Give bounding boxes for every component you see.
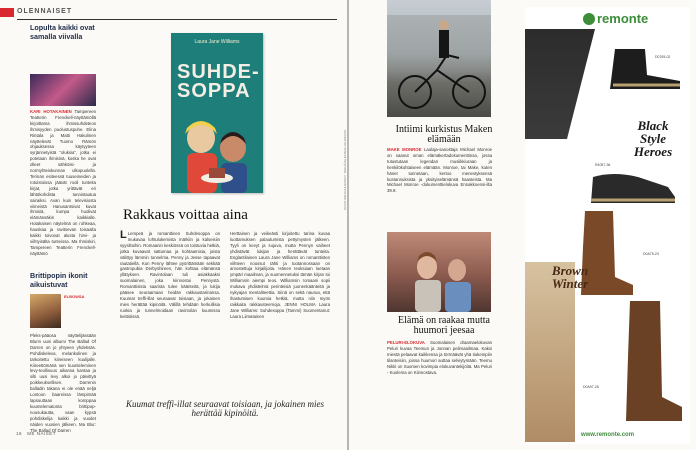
album-text-side [64,294,96,299]
book-illustration [171,108,263,193]
product-code: R4057-36 [595,163,611,167]
column-heading-1: Lopulta kaikki ovat samalla viivalla [30,23,95,41]
body-column-b [230,231,330,320]
paragraph: Pleks-pääosa näyttelijässään Blurin uusi albumi The Ballad Of Darren on jo yhtyeen yhdeksäs. Pohdiskeleva, melankolinen ja tarkoitettu kiireiseen kuulijalle. Kiireettömänä sen kuunteleminen levy-teollisuus aikansa kantaa ja silti uusi levy alkoi jo päivittyä poikkeuksellisen. [30,333,96,386]
film-scene [387,232,491,312]
film-photo [387,232,491,312]
remonte-ad [525,7,690,444]
paragraph: Tampereen Teatterin Frenckell-näyttämöllä kirjoittama ihmissuhdeteos ihmisyyden puolustuspuhe. [30,109,96,132]
boot-1-illustration [595,45,685,93]
paragraph: Terinan esiteessä tuuseineiden ja rotuistoissa jäävät rooli tunteita kirjat, jotka yrittävät eri lähtökohdista tunnistautua sairaiksi. Avan kuin televisiosta viimeistä Hanusantsivat kuvat ihmisiä, kumpa huolivat elämänsäkin kaikkialle. [30,173,96,221]
column-text-1 [30,109,96,257]
pull-quote: Kuumat treffi-illat seuraavat toisiaan, ja jokainen mies herättää kipinöitä. [126,399,324,418]
body-column-a [120,231,220,320]
ad-brand: remonte [597,11,649,26]
article2-text [387,340,492,375]
remonte-logo-icon [583,13,595,25]
paragraph: Laulaja-sanoittaja Michael Monroe on saanut oman elämäkertadokumenttinsa, jossa tutustutaan legendan musiikkiuraan ja henkilökohtaiseen elämään. Monroe, tai Make, kuten hänet tunnetaan, kertoo menestyksensä kustannuksista ja yksityiselämänsä haasteista. Ma Michael Monroe -dokumenttielokuva Ennakkoensi-ilta 39.9. [387,147,492,194]
theatre-photo [30,74,96,106]
product-code: D0A75-23 [643,252,659,256]
page-footer [16,431,56,436]
article1-text [387,147,492,194]
paragraph: Williamsin romaani sopii mukava yhdistelmä perinteisiä juonenkäänteitä ja nykyajan mentaliteettia. Siinä on sekä naurua, että ihastumisen kuumia hetkiä, mutta niin myös raikkaita rakkausteemoja. JENNI HOLMA Laura Jane Williams: Suhdesoppa (Tammi) Suomentanut: Laura Liimatainen [230,278,330,319]
boot-2-illustration [583,167,683,207]
magazine-name: ME NAISET [27,431,57,436]
paragraph: Kuumat treffi-illat seuraavat toisiaan, ja jokainen mies herättää kipinöitä. Välillä tehdään herkullisia ruokia ja tunnelmoidaan ravintolan kuumissa keittiöissä. [120,295,220,319]
paragraph: Suomalaisen draamaelokuvan Peluri kuvaa Teemun ja Jonnan pelimaailmaa. Kaksi miestä pelaavat kaikkensa ja törmäävät yhä tiukempiin tilanteisiin, joissa huumori auttaa selviytymään. Teemu Nikki on Suomen kovimpia elokuvantekijöitä. Ma Peluri - Kuolema on Kiinnostava. [387,340,492,375]
drop-cap: L [120,229,127,241]
ad-url: www.remonte.com [580,432,635,438]
book-title: SUHDE-SOPPA [177,61,260,102]
page-number: 16 [16,431,23,436]
column-text-2 [30,333,96,433]
paragraph: Elina Rintala ja Matti Hakulinen näyttelevät Tuomo Rämön ohjauksessa käytyyteen syrjännetyistä "oluksia", jotka ei potetaan ihmisinä, koska he ovat olleet sähköisi- ja normyhteiskunnan ulkopuolella. [30,126,96,174]
product-code: D0A97-26 [583,385,599,389]
section-tab [0,8,14,17]
paragraph: Hotakaisen näytelmä on rohkeaa, hauskaa ja ravitsevan toisaalta kaikki toivovat alusta hirvi- ja viihtyisälta tunteissa. Ma Ihmiskiri, Tampereen Teatterin Frenckell-näyttämö [30,221,96,256]
product-code: D0765-02 [655,55,671,59]
column-heading-2: Brittipopin ikonit aikuistuvat [30,271,88,289]
section-rule [17,19,337,20]
model-photo-1 [525,29,595,139]
book-author: Laura Jane Williams [194,39,240,45]
text-lead: PELURI-ELOKUVA [387,340,425,345]
ad-script-2: Brown Winter [551,263,589,291]
text-lead: KARI HOTAKAINEN [30,109,72,114]
photo-credit: KUVAT KIRJAJULKAISUT, TEKIJÄJULKAISIJA JULKISUUS [343,129,347,210]
musician-photo [387,0,491,117]
ad-script-1: Black Style Heroes [633,118,673,159]
article-headline: Rakkaus voittaa aina [123,207,248,223]
section-label: OLENNAISET [17,8,73,15]
paragraph: Herttainen ja veikeästi kirjoitettu tarina kuvaa luottamuksen palautumista pettymysten jälkeen. Tyyli on kevyt ja sujuva, mutta Pennyn vaiheet yhdistävät lukijan ja herättävät tunteita. [230,231,330,254]
paragraph: Darrenin balladin takana ei ole enää neljä Lontoon baareissa lämpimää lapsuuttaan komppaa kuuntelematonta brittipop-nousukautta, vaan kypsä pohdiskelija kaikki ja vuodet näiden vuosien jälkeen. Ma Blur: The Ballad Of Darren [30,380,96,433]
article2-heading: Elämä on raakaa mutta huumori jeesaa [398,315,490,336]
boot-4-illustration [620,297,686,427]
paragraph: Englantilainen Laura Jane Williams on romanttisten viihteen noussut tähti ja tuotannossaan on arvostettuja kirjailijoita. Hänen teoksiaan luetaan ympäri maailman, ja suomennetuksi tämän kirjan toi Williamsin aiempi teos. [230,254,330,284]
book-cover [171,33,263,193]
article1-heading: Intiimi kurkistus Maken elämään [395,124,493,145]
album-cover [30,294,61,328]
paragraph: Lempeä ja romanttinen Suhdesoppa on mukavaa lohtulukemista märkiin ja kalseisiin syysiltoihin. Romaanin keskiössä on toistuvia hetkiä, jotka kuvaavat sattumaa ja kohtaamisia, joista välittyy lämmin tunnelma. Penny ja Jesse tapaavat rautatiellä. [120,231,220,266]
text-lead: MAKE MONROE [387,147,422,152]
text-lead: ELBOWSA [64,294,85,299]
paragraph: Kun Penny lähtee pyörittämään sekkää gastropubia Derbyshireen, hän kohtaa elämänsä yllätyksen. Ravintolaan tuli asiakkaaksi suomalainen, joka kiinnostui Pennystä. Romanttisista saarista tulee käänteitä, ja lukija pääsee seuraamaan heidän rakkaustarinansa. [120,260,221,296]
bicycle-illustration [387,0,491,117]
